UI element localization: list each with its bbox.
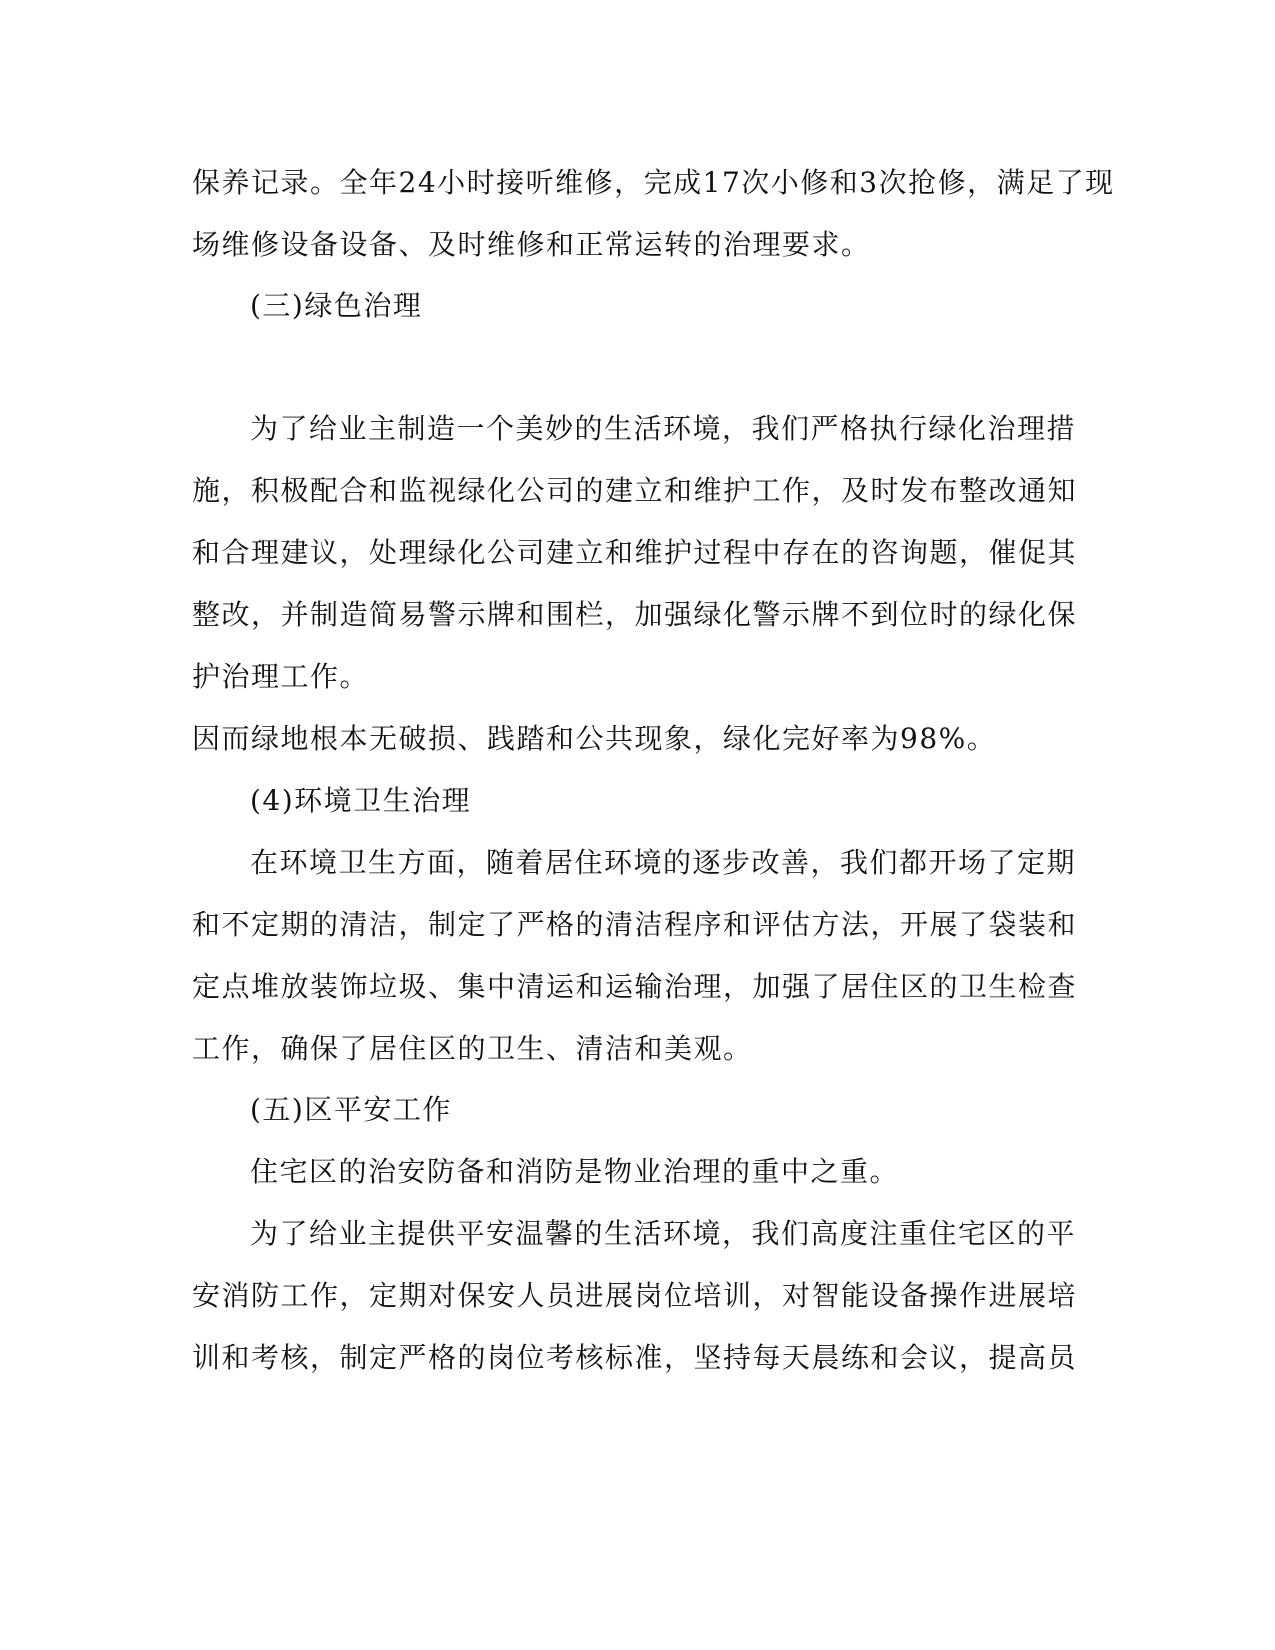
text-line: 护治理工作。 (192, 660, 370, 693)
text-line: 为了给业主提供平安温馨的生活环境，我们高度注重住宅区的平 (250, 1217, 1077, 1250)
text-line: 定点堆放装饰垃圾、集中清运和运输治理，加强了居住区的卫生检查 (192, 970, 1078, 1003)
section-heading: (三)绿色治理 (250, 289, 423, 322)
text-line: 和不定期的清洁，制定了严格的清洁程序和评估方法，开展了袋装和 (192, 908, 1078, 941)
text-line: 施，积极配合和监视绿化公司的建立和维护工作，及时发布整改通知 (192, 474, 1078, 507)
text-line: 场维修设备设备、及时维修和正常运转的治理要求。 (192, 228, 871, 261)
text-line: 在环境卫生方面，随着居住环境的逐步改善，我们都开场了定期 (250, 846, 1077, 879)
section-heading: (4)环境卫生治理 (250, 784, 472, 817)
section-heading: (五)区平安工作 (250, 1093, 452, 1126)
text-line: 整改，并制造简易警示牌和围栏，加强绿化警示牌不到位时的绿化保 (192, 598, 1078, 631)
text-line: 和合理建议，处理绿化公司建立和维护过程中存在的咨询题，催促其 (192, 536, 1078, 569)
text-line: 工作，确保了居住区的卫生、清洁和美观。 (192, 1032, 753, 1065)
text-line: 训和考核，制定严格的岗位考核标准，坚持每天晨练和会议，提高员 (192, 1341, 1078, 1374)
text-line: 为了给业主制造一个美妙的生活环境，我们严格执行绿化治理措 (250, 412, 1077, 445)
text-line: 因而绿地根本无破损、践踏和公共现象，绿化完好率为98%。 (192, 722, 997, 755)
text-line: 保养记录。全年24小时接听维修，完成17次小修和3次抢修，满足了现 (192, 166, 1115, 199)
text-line: 安消防工作，定期对保安人员进展岗位培训，对智能设备操作进展培 (192, 1279, 1078, 1312)
text-line: 住宅区的治安防备和消防是物业治理的重中之重。 (250, 1155, 900, 1188)
